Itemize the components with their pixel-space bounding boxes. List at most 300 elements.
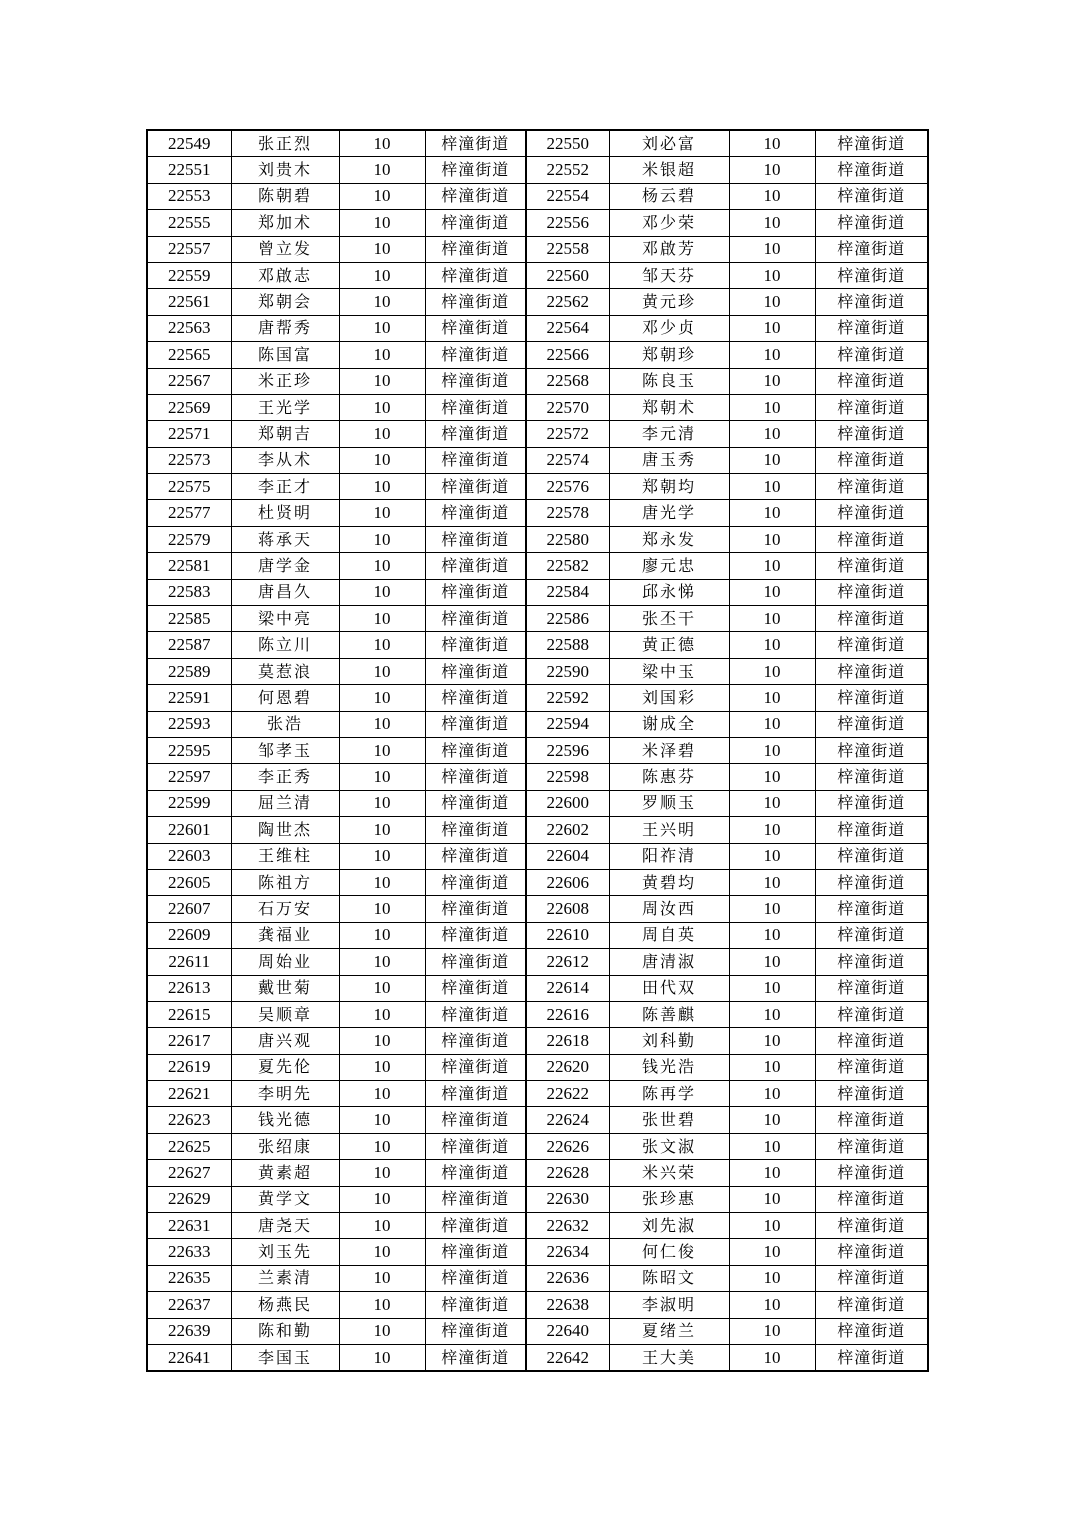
record-id-cell: 22608 [526, 896, 609, 922]
person-name-cell: 唐学金 [231, 553, 339, 579]
record-id-cell: 22610 [526, 922, 609, 948]
amount-value-cell: 10 [339, 685, 425, 711]
record-id-cell: 22619 [147, 1054, 231, 1080]
table-row [147, 236, 928, 262]
person-name-cell: 梁中亮 [231, 606, 339, 632]
amount-value-cell: 10 [729, 1265, 815, 1291]
street-name-cell: 梓潼街道 [425, 1239, 526, 1265]
table-row [147, 1054, 928, 1080]
record-id-cell: 22549 [147, 130, 231, 157]
person-name-cell: 米银超 [609, 157, 729, 183]
table-row [147, 1133, 928, 1159]
record-id-cell: 22551 [147, 157, 231, 183]
record-id-cell: 22600 [526, 790, 609, 816]
street-name-cell: 梓潼街道 [815, 526, 928, 552]
street-name-cell: 梓潼街道 [815, 130, 928, 157]
person-name-cell: 杨云碧 [609, 183, 729, 209]
street-name-cell: 梓潼街道 [815, 157, 928, 183]
amount-value-cell: 10 [729, 447, 815, 473]
person-name-cell: 米正珍 [231, 368, 339, 394]
person-name-cell: 夏绪兰 [609, 1318, 729, 1344]
record-id-cell: 22602 [526, 817, 609, 843]
person-name-cell: 唐光学 [609, 500, 729, 526]
record-id-cell: 22631 [147, 1213, 231, 1239]
table-row [147, 1107, 928, 1133]
table-row [147, 315, 928, 341]
amount-value-cell: 10 [339, 949, 425, 975]
person-name-cell: 陈祖方 [231, 869, 339, 895]
record-id-cell: 22583 [147, 579, 231, 605]
street-name-cell: 梓潼街道 [425, 817, 526, 843]
amount-value-cell: 10 [339, 289, 425, 315]
street-name-cell: 梓潼街道 [815, 606, 928, 632]
person-name-cell: 邓啟芳 [609, 236, 729, 262]
street-name-cell: 梓潼街道 [815, 632, 928, 658]
street-name-cell: 梓潼街道 [815, 975, 928, 1001]
amount-value-cell: 10 [339, 1001, 425, 1027]
person-name-cell: 米兴荣 [609, 1160, 729, 1186]
record-id-cell: 22567 [147, 368, 231, 394]
street-name-cell: 梓潼街道 [425, 1344, 526, 1371]
record-id-cell: 22620 [526, 1054, 609, 1080]
street-name-cell: 梓潼街道 [815, 1081, 928, 1107]
amount-value-cell: 10 [339, 737, 425, 763]
street-name-cell: 梓潼街道 [815, 949, 928, 975]
person-name-cell: 张浩 [231, 711, 339, 737]
street-name-cell: 梓潼街道 [815, 817, 928, 843]
amount-value-cell: 10 [729, 183, 815, 209]
table-row [147, 526, 928, 552]
street-name-cell: 梓潼街道 [425, 500, 526, 526]
amount-value-cell: 10 [339, 394, 425, 420]
amount-value-cell: 10 [729, 711, 815, 737]
record-id-cell: 22621 [147, 1081, 231, 1107]
record-id-cell: 22570 [526, 394, 609, 420]
record-id-cell: 22626 [526, 1133, 609, 1159]
street-name-cell: 梓潼街道 [815, 579, 928, 605]
record-id-cell: 22560 [526, 262, 609, 288]
amount-value-cell: 10 [339, 1081, 425, 1107]
person-name-cell: 郑朝均 [609, 474, 729, 500]
amount-value-cell: 10 [729, 658, 815, 684]
amount-value-cell: 10 [339, 632, 425, 658]
record-id-cell: 22556 [526, 210, 609, 236]
person-name-cell: 曾立发 [231, 236, 339, 262]
amount-value-cell: 10 [339, 869, 425, 895]
amount-value-cell: 10 [339, 1160, 425, 1186]
person-name-cell: 邓啟志 [231, 262, 339, 288]
record-id-cell: 22627 [147, 1160, 231, 1186]
record-id-cell: 22582 [526, 553, 609, 579]
amount-value-cell: 10 [339, 500, 425, 526]
person-name-cell: 刘科勤 [609, 1028, 729, 1054]
street-name-cell: 梓潼街道 [425, 949, 526, 975]
record-id-cell: 22629 [147, 1186, 231, 1212]
record-id-cell: 22638 [526, 1292, 609, 1318]
street-name-cell: 梓潼街道 [815, 1318, 928, 1344]
person-name-cell: 张世碧 [609, 1107, 729, 1133]
amount-value-cell: 10 [729, 1028, 815, 1054]
amount-value-cell: 10 [729, 869, 815, 895]
person-name-cell: 唐兴观 [231, 1028, 339, 1054]
amount-value-cell: 10 [339, 262, 425, 288]
amount-value-cell: 10 [339, 553, 425, 579]
person-name-cell: 刘必富 [609, 130, 729, 157]
person-name-cell: 刘先淑 [609, 1213, 729, 1239]
record-id-cell: 22569 [147, 394, 231, 420]
street-name-cell: 梓潼街道 [425, 183, 526, 209]
street-name-cell: 梓潼街道 [425, 869, 526, 895]
street-name-cell: 梓潼街道 [425, 526, 526, 552]
record-id-cell: 22605 [147, 869, 231, 895]
person-name-cell: 李正才 [231, 474, 339, 500]
record-id-cell: 22593 [147, 711, 231, 737]
street-name-cell: 梓潼街道 [425, 130, 526, 157]
amount-value-cell: 10 [729, 1213, 815, 1239]
record-id-cell: 22561 [147, 289, 231, 315]
amount-value-cell: 10 [339, 1028, 425, 1054]
record-id-cell: 22577 [147, 500, 231, 526]
record-id-cell: 22606 [526, 869, 609, 895]
person-name-cell: 郑永发 [609, 526, 729, 552]
record-id-cell: 22562 [526, 289, 609, 315]
street-name-cell: 梓潼街道 [815, 421, 928, 447]
amount-value-cell: 10 [729, 896, 815, 922]
person-name-cell: 邹孝玉 [231, 737, 339, 763]
table-row [147, 1001, 928, 1027]
street-name-cell: 梓潼街道 [815, 394, 928, 420]
record-id-cell: 22571 [147, 421, 231, 447]
table-row [147, 843, 928, 869]
record-id-cell: 22633 [147, 1239, 231, 1265]
person-name-cell: 王大美 [609, 1344, 729, 1371]
roster-body [147, 130, 928, 1371]
table-row [147, 130, 928, 157]
street-name-cell: 梓潼街道 [815, 1107, 928, 1133]
street-name-cell: 梓潼街道 [815, 1054, 928, 1080]
amount-value-cell: 10 [729, 474, 815, 500]
table-row [147, 790, 928, 816]
table-row [147, 1213, 928, 1239]
street-name-cell: 梓潼街道 [815, 1213, 928, 1239]
person-name-cell: 郑朝吉 [231, 421, 339, 447]
person-name-cell: 邓少荣 [609, 210, 729, 236]
street-name-cell: 梓潼街道 [425, 157, 526, 183]
amount-value-cell: 10 [339, 183, 425, 209]
person-name-cell: 陈良玉 [609, 368, 729, 394]
street-name-cell: 梓潼街道 [815, 764, 928, 790]
table-row [147, 975, 928, 1001]
street-name-cell: 梓潼街道 [425, 1107, 526, 1133]
person-name-cell: 张文淑 [609, 1133, 729, 1159]
street-name-cell: 梓潼街道 [815, 843, 928, 869]
street-name-cell: 梓潼街道 [815, 474, 928, 500]
street-name-cell: 梓潼街道 [425, 737, 526, 763]
person-name-cell: 李从术 [231, 447, 339, 473]
street-name-cell: 梓潼街道 [425, 896, 526, 922]
person-name-cell: 郑加术 [231, 210, 339, 236]
person-name-cell: 王维柱 [231, 843, 339, 869]
amount-value-cell: 10 [339, 1344, 425, 1371]
table-row [147, 447, 928, 473]
table-row [147, 474, 928, 500]
street-name-cell: 梓潼街道 [815, 1344, 928, 1371]
person-name-cell: 唐昌久 [231, 579, 339, 605]
person-name-cell: 周汝西 [609, 896, 729, 922]
amount-value-cell: 10 [339, 658, 425, 684]
record-id-cell: 22550 [526, 130, 609, 157]
person-name-cell: 刘玉先 [231, 1239, 339, 1265]
person-name-cell: 陈和勤 [231, 1318, 339, 1344]
amount-value-cell: 10 [339, 764, 425, 790]
person-name-cell: 陈昭文 [609, 1265, 729, 1291]
table-row [147, 183, 928, 209]
amount-value-cell: 10 [339, 421, 425, 447]
person-name-cell: 陶世杰 [231, 817, 339, 843]
street-name-cell: 梓潼街道 [815, 1292, 928, 1318]
person-name-cell: 唐尧天 [231, 1213, 339, 1239]
record-id-cell: 22584 [526, 579, 609, 605]
person-name-cell: 张珍惠 [609, 1186, 729, 1212]
record-id-cell: 22585 [147, 606, 231, 632]
person-name-cell: 唐清淑 [609, 949, 729, 975]
record-id-cell: 22574 [526, 447, 609, 473]
record-id-cell: 22637 [147, 1292, 231, 1318]
street-name-cell: 梓潼街道 [425, 394, 526, 420]
record-id-cell: 22625 [147, 1133, 231, 1159]
street-name-cell: 梓潼街道 [425, 975, 526, 1001]
person-name-cell: 李正秀 [231, 764, 339, 790]
person-name-cell: 夏先伦 [231, 1054, 339, 1080]
street-name-cell: 梓潼街道 [425, 1160, 526, 1186]
record-id-cell: 22601 [147, 817, 231, 843]
street-name-cell: 梓潼街道 [425, 1318, 526, 1344]
record-id-cell: 22564 [526, 315, 609, 341]
amount-value-cell: 10 [339, 1213, 425, 1239]
amount-value-cell: 10 [729, 500, 815, 526]
table-row [147, 553, 928, 579]
person-name-cell: 唐帮秀 [231, 315, 339, 341]
record-id-cell: 22632 [526, 1213, 609, 1239]
record-id-cell: 22603 [147, 843, 231, 869]
person-name-cell: 兰素清 [231, 1265, 339, 1291]
street-name-cell: 梓潼街道 [815, 236, 928, 262]
table-row [147, 949, 928, 975]
person-name-cell: 黄碧均 [609, 869, 729, 895]
street-name-cell: 梓潼街道 [815, 1001, 928, 1027]
street-name-cell: 梓潼街道 [425, 1292, 526, 1318]
street-name-cell: 梓潼街道 [815, 1160, 928, 1186]
street-name-cell: 梓潼街道 [425, 474, 526, 500]
street-name-cell: 梓潼街道 [425, 1054, 526, 1080]
person-name-cell: 李明先 [231, 1081, 339, 1107]
street-name-cell: 梓潼街道 [815, 368, 928, 394]
street-name-cell: 梓潼街道 [425, 1186, 526, 1212]
amount-value-cell: 10 [339, 1186, 425, 1212]
person-name-cell: 王光学 [231, 394, 339, 420]
table-row [147, 817, 928, 843]
table-row [147, 896, 928, 922]
street-name-cell: 梓潼街道 [815, 210, 928, 236]
person-name-cell: 陈善麒 [609, 1001, 729, 1027]
record-id-cell: 22578 [526, 500, 609, 526]
amount-value-cell: 10 [339, 157, 425, 183]
amount-value-cell: 10 [729, 289, 815, 315]
amount-value-cell: 10 [729, 949, 815, 975]
record-id-cell: 22604 [526, 843, 609, 869]
street-name-cell: 梓潼街道 [815, 790, 928, 816]
street-name-cell: 梓潼街道 [425, 922, 526, 948]
amount-value-cell: 10 [729, 685, 815, 711]
amount-value-cell: 10 [339, 474, 425, 500]
record-id-cell: 22558 [526, 236, 609, 262]
amount-value-cell: 10 [729, 553, 815, 579]
person-name-cell: 刘国彩 [609, 685, 729, 711]
table-row [147, 262, 928, 288]
person-name-cell: 郑朝珍 [609, 342, 729, 368]
amount-value-cell: 10 [339, 711, 425, 737]
street-name-cell: 梓潼街道 [425, 421, 526, 447]
amount-value-cell: 10 [729, 764, 815, 790]
amount-value-cell: 10 [339, 1054, 425, 1080]
record-id-cell: 22580 [526, 526, 609, 552]
street-name-cell: 梓潼街道 [425, 1081, 526, 1107]
street-name-cell: 梓潼街道 [425, 658, 526, 684]
amount-value-cell: 10 [339, 130, 425, 157]
amount-value-cell: 10 [729, 579, 815, 605]
person-name-cell: 蒋承天 [231, 526, 339, 552]
table-row [147, 289, 928, 315]
amount-value-cell: 10 [729, 1133, 815, 1159]
table-row [147, 737, 928, 763]
person-name-cell: 何仁俊 [609, 1239, 729, 1265]
table-row [147, 1344, 928, 1371]
record-id-cell: 22588 [526, 632, 609, 658]
person-name-cell: 王兴明 [609, 817, 729, 843]
amount-value-cell: 10 [729, 342, 815, 368]
person-name-cell: 李元清 [609, 421, 729, 447]
table-row [147, 764, 928, 790]
record-id-cell: 22616 [526, 1001, 609, 1027]
amount-value-cell: 10 [729, 843, 815, 869]
person-name-cell: 何恩碧 [231, 685, 339, 711]
amount-value-cell: 10 [339, 843, 425, 869]
street-name-cell: 梓潼街道 [815, 869, 928, 895]
table-row [147, 922, 928, 948]
amount-value-cell: 10 [339, 606, 425, 632]
street-name-cell: 梓潼街道 [425, 1133, 526, 1159]
amount-value-cell: 10 [339, 1239, 425, 1265]
record-id-cell: 22613 [147, 975, 231, 1001]
table-row [147, 1239, 928, 1265]
person-name-cell: 周始业 [231, 949, 339, 975]
amount-value-cell: 10 [339, 210, 425, 236]
street-name-cell: 梓潼街道 [815, 315, 928, 341]
street-name-cell: 梓潼街道 [425, 1265, 526, 1291]
person-name-cell: 李国玉 [231, 1344, 339, 1371]
record-id-cell: 22572 [526, 421, 609, 447]
person-name-cell: 米泽碧 [609, 737, 729, 763]
street-name-cell: 梓潼街道 [425, 553, 526, 579]
amount-value-cell: 10 [729, 262, 815, 288]
amount-value-cell: 10 [339, 236, 425, 262]
person-name-cell: 刘贵木 [231, 157, 339, 183]
person-name-cell: 钱光德 [231, 1107, 339, 1133]
table-row [147, 606, 928, 632]
person-name-cell: 廖元忠 [609, 553, 729, 579]
table-row [147, 1186, 928, 1212]
record-id-cell: 22568 [526, 368, 609, 394]
person-name-cell: 罗顺玉 [609, 790, 729, 816]
amount-value-cell: 10 [339, 790, 425, 816]
table-row [147, 1292, 928, 1318]
amount-value-cell: 10 [729, 975, 815, 1001]
amount-value-cell: 10 [339, 1318, 425, 1344]
record-id-cell: 22617 [147, 1028, 231, 1054]
person-name-cell: 龚福业 [231, 922, 339, 948]
record-id-cell: 22565 [147, 342, 231, 368]
amount-value-cell: 10 [729, 922, 815, 948]
record-id-cell: 22575 [147, 474, 231, 500]
street-name-cell: 梓潼街道 [425, 764, 526, 790]
person-name-cell: 郑朝会 [231, 289, 339, 315]
amount-value-cell: 10 [339, 975, 425, 1001]
record-id-cell: 22622 [526, 1081, 609, 1107]
street-name-cell: 梓潼街道 [425, 289, 526, 315]
table-row [147, 632, 928, 658]
record-id-cell: 22597 [147, 764, 231, 790]
person-name-cell: 唐玉秀 [609, 447, 729, 473]
street-name-cell: 梓潼街道 [425, 632, 526, 658]
street-name-cell: 梓潼街道 [425, 1001, 526, 1027]
person-name-cell: 陈朝碧 [231, 183, 339, 209]
amount-value-cell: 10 [729, 1107, 815, 1133]
person-name-cell: 邓少贞 [609, 315, 729, 341]
record-id-cell: 22609 [147, 922, 231, 948]
record-id-cell: 22573 [147, 447, 231, 473]
record-id-cell: 22579 [147, 526, 231, 552]
record-id-cell: 22557 [147, 236, 231, 262]
person-name-cell: 周自英 [609, 922, 729, 948]
person-name-cell: 陈再学 [609, 1081, 729, 1107]
table-row [147, 210, 928, 236]
street-name-cell: 梓潼街道 [815, 896, 928, 922]
person-name-cell: 陈国富 [231, 342, 339, 368]
table-row [147, 342, 928, 368]
street-name-cell: 梓潼街道 [815, 553, 928, 579]
street-name-cell: 梓潼街道 [815, 1239, 928, 1265]
amount-value-cell: 10 [729, 1186, 815, 1212]
amount-value-cell: 10 [729, 1054, 815, 1080]
street-name-cell: 梓潼街道 [425, 1028, 526, 1054]
person-name-cell: 阳祚清 [609, 843, 729, 869]
street-name-cell: 梓潼街道 [815, 262, 928, 288]
amount-value-cell: 10 [729, 210, 815, 236]
person-name-cell: 黄正德 [609, 632, 729, 658]
table-row [147, 157, 928, 183]
street-name-cell: 梓潼街道 [425, 210, 526, 236]
record-id-cell: 22596 [526, 737, 609, 763]
amount-value-cell: 10 [729, 1292, 815, 1318]
table-row [147, 421, 928, 447]
amount-value-cell: 10 [729, 421, 815, 447]
person-name-cell: 屈兰清 [231, 790, 339, 816]
table-row [147, 658, 928, 684]
amount-value-cell: 10 [729, 1239, 815, 1265]
street-name-cell: 梓潼街道 [815, 1028, 928, 1054]
record-id-cell: 22612 [526, 949, 609, 975]
table-row [147, 1265, 928, 1291]
